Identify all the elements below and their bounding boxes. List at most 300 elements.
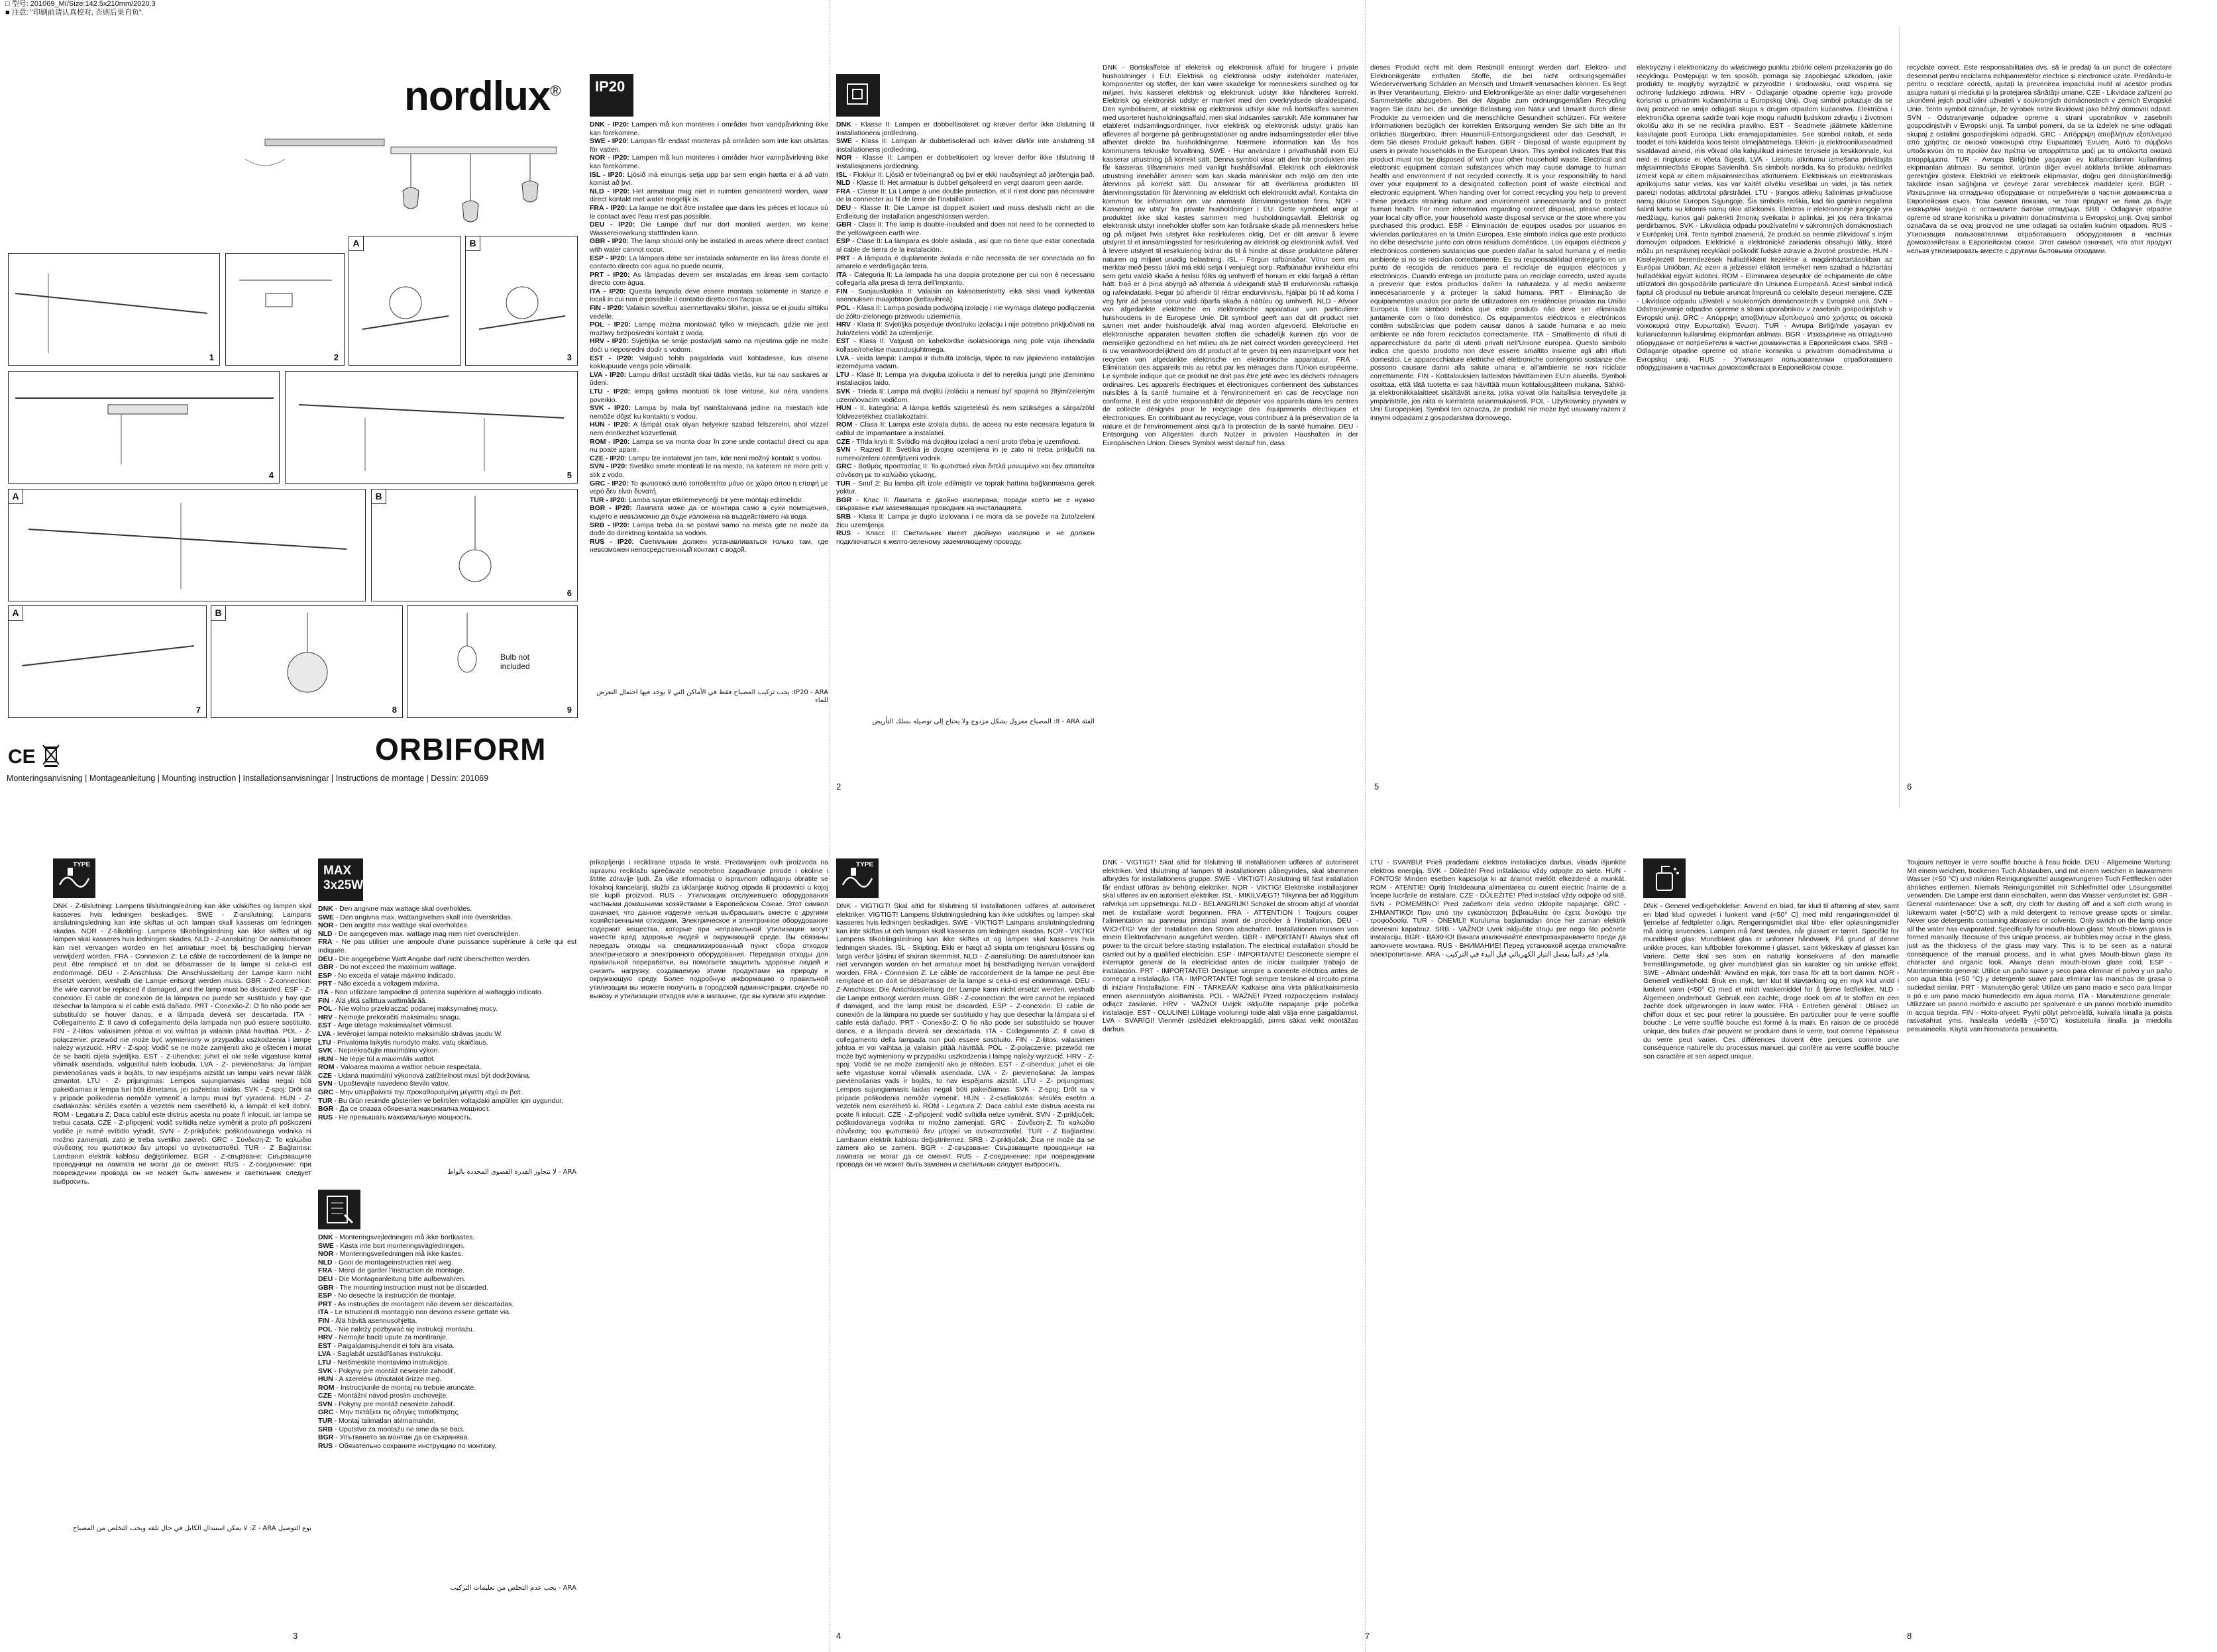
page-number: 4 bbox=[836, 1631, 841, 1641]
ip20-paragraph-body: As lâmpadas devem ser instaladas em áreas sem contacto directo com água. bbox=[590, 270, 828, 287]
ceiling-mount-drawing bbox=[9, 372, 280, 484]
class2-paragraph-lang: POL bbox=[836, 304, 851, 313]
max-paragraph-body: - Ne lépje túl a maximális wattot. bbox=[333, 1055, 435, 1063]
ip20-paragraph bbox=[590, 187, 828, 204]
mounting-paragraph-body: - Упътването за монтаж да се съхранява. bbox=[333, 1433, 470, 1442]
mounting-paragraph-body: - Uputstvo za montažu ne sme da se baci. bbox=[333, 1425, 465, 1433]
ip20-paragraph-body: The lamp should only be installed in areas where direct contact with water cannot occur. bbox=[590, 237, 828, 254]
ip20-paragraph bbox=[590, 480, 828, 496]
fold-line bbox=[1365, 0, 1366, 1652]
plug-cable-icon bbox=[53, 858, 95, 898]
mounting-paragraph bbox=[318, 1250, 576, 1259]
mounting-paragraph-body: - Monteringsvejledningen må ikke bortkastes. bbox=[333, 1233, 475, 1241]
max-paragraph-lang: LVA bbox=[318, 1029, 331, 1038]
class2-paragraph bbox=[836, 304, 1095, 321]
class2-paragraph-body: - Klasse II: Lampen er dobbeltisolert og krever derfor ikke tilslutning til installasjonens jordledning. bbox=[836, 154, 1095, 170]
ip20-paragraph bbox=[590, 271, 828, 287]
ip20-paragraph-body: Лампата може да се монтира само в сухи помещения, където е невъзможно да бъде изложена на въздействието на вода. bbox=[590, 504, 828, 521]
ip20-paragraph-lang: RUS - IP20: bbox=[590, 537, 635, 546]
ip20-paragraph bbox=[590, 171, 828, 187]
ip20-paragraph-body: La lámpara debe ser instalada solamente en las áreas donde el contacto directo con agua no puede ocurrir. bbox=[590, 254, 828, 271]
column-divider bbox=[1899, 26, 1900, 808]
plug-cable-icon bbox=[836, 858, 879, 898]
figure-7b bbox=[211, 605, 403, 718]
max-paragraph bbox=[318, 913, 576, 922]
class2-paragraph-body: - Clasa II: Lampa este izolata dublu, de aceea nu este necesara legatura la cablul de impamantare a instalatiei. bbox=[836, 421, 1095, 437]
ip20-paragraph-lang: POL - IP20: bbox=[590, 321, 631, 329]
max-paragraph-lang: FRA bbox=[318, 938, 333, 947]
mounting-paragraph-lang: SVK bbox=[318, 1367, 333, 1375]
max-wattage-value: 3x25W bbox=[323, 878, 364, 892]
mounting-paragraph bbox=[318, 1442, 576, 1451]
max-paragraph bbox=[318, 997, 576, 1006]
figure-number: 7 bbox=[195, 705, 201, 715]
class2-paragraph-lang: ESP bbox=[836, 237, 851, 246]
max-paragraph-lang: DEU bbox=[318, 955, 333, 963]
max-wattage-text bbox=[318, 905, 576, 1121]
max-paragraph bbox=[318, 1005, 576, 1013]
page-5-col2 bbox=[1370, 64, 1626, 792]
max-paragraph-lang: NLD bbox=[318, 929, 333, 938]
ip20-paragraph-lang: ROM - IP20: bbox=[590, 437, 630, 446]
mounting-paragraph-body: - Monteringsveiledningen må ikke kastes. bbox=[333, 1250, 463, 1259]
class2-paragraph-lang: DNK bbox=[836, 121, 851, 129]
figure-label: B bbox=[466, 236, 480, 251]
class2-paragraph-lang: HUN bbox=[836, 404, 851, 413]
ip20-paragraph bbox=[590, 387, 828, 404]
mounting-paragraph bbox=[318, 1375, 576, 1384]
max-paragraph-lang: ITA bbox=[318, 988, 329, 996]
max-paragraph-body: - Udaná maximální výkonová zatížitelnost musí být dodržována. bbox=[332, 1071, 531, 1080]
max-paragraph-lang: BGR bbox=[318, 1105, 334, 1113]
max-paragraph-body: - Non utilizzare lampadine di potenza superiore al wattaggio indicato. bbox=[329, 988, 543, 996]
max-paragraph-lang: PRT bbox=[318, 980, 332, 988]
ip20-paragraph bbox=[590, 321, 828, 337]
max-paragraph-body: - Ne pas utiliser une ampoule d'une puissance supérieure à celle qui est indiquée. bbox=[318, 938, 576, 955]
class2-paragraph-lang: DEU bbox=[836, 203, 851, 212]
max-paragraph-body: - Не превышать максимальную мощность. bbox=[333, 1113, 472, 1121]
mounting-paragraph bbox=[318, 1325, 576, 1334]
max-paragraph bbox=[318, 955, 576, 964]
ip20-paragraph bbox=[590, 221, 828, 237]
ip20-paragraph-lang: LVA - IP20: bbox=[590, 370, 627, 379]
page-number: 2 bbox=[836, 782, 841, 792]
mounting-paragraph bbox=[318, 1242, 576, 1251]
mounting-paragraph-lang: LVA bbox=[318, 1350, 331, 1359]
mounting-paragraph-lang: BGR bbox=[318, 1433, 334, 1442]
ip20-paragraph-lang: BGR - IP20: bbox=[590, 504, 632, 513]
class2-paragraph bbox=[836, 254, 1095, 271]
mounting-paragraph-body: - Μην πετάξετε τις οδηγίες τοποθέτησης. bbox=[333, 1408, 460, 1417]
mounting-paragraph bbox=[318, 1367, 576, 1376]
page-5-col1 bbox=[1103, 64, 1358, 792]
class2-paragraph bbox=[836, 371, 1095, 387]
max-paragraph bbox=[318, 1105, 576, 1113]
class2-paragraph-lang: GBR bbox=[836, 221, 852, 229]
class2-paragraph bbox=[836, 462, 1095, 479]
class2-paragraph-body: - Suojausluokka II: Valaisin on kaksoiseristetty eikä siksi vaadi kytkentää asennuksen maajohtoon (keltavihreä). bbox=[836, 287, 1095, 304]
figure-6b bbox=[371, 489, 578, 601]
pendant-drawing bbox=[372, 490, 578, 602]
max-paragraph bbox=[318, 938, 576, 955]
mounting-paragraph bbox=[318, 1425, 576, 1434]
ip20-paragraph-body: Lampę można montować tylko w miejscach, gdzie nie jest możliwy bezpośredni kontakt z wodą. bbox=[590, 321, 828, 337]
instructions-badge bbox=[318, 1190, 360, 1229]
class2-paragraph bbox=[836, 321, 1095, 337]
max-paragraph-body: - Den angitte max wattage skal overholdes. bbox=[333, 921, 469, 930]
class2-paragraph bbox=[836, 221, 1095, 237]
class2-paragraph bbox=[836, 171, 1095, 180]
max-paragraph-body: - Älä ylitä sallittua wattimäärää. bbox=[329, 996, 427, 1005]
figure-label: A bbox=[9, 490, 23, 504]
ip20-paragraph bbox=[590, 337, 828, 354]
class2-paragraph bbox=[836, 387, 1095, 404]
brand-name: nordlux bbox=[404, 74, 551, 119]
class2-paragraph bbox=[836, 287, 1095, 304]
max-paragraph bbox=[318, 963, 576, 972]
suspension-drawing bbox=[9, 490, 366, 602]
max-paragraph bbox=[318, 1039, 576, 1047]
max-paragraph-lang: GBR bbox=[318, 963, 334, 972]
mounting-paragraph-body: - Merci de garder l'instruction de montage. bbox=[332, 1266, 464, 1275]
ip20-paragraph-body: Lampa se va monta doar în zone unde contactul direct cu apa nu poate apare. bbox=[590, 437, 828, 454]
max-paragraph-body: - Bu ürün resimde gösterilen ve belirtilen voltajdaki ampüller için uygundur. bbox=[332, 1096, 564, 1105]
ip20-paragraph bbox=[590, 421, 828, 437]
ip20-arabic-text: IP20 - ARA: يجب تركيب المصباح فقط في الأماكن التي لا يوجد فيها احتمال التعرض للماء bbox=[596, 689, 828, 704]
class2-paragraph-body: - Flokkur II: Ljósið er tvöeinangrað og því er ekki nauðsynlegt að jarðtengja það. bbox=[847, 170, 1095, 179]
class2-paragraph bbox=[836, 137, 1095, 154]
type-label: TYPE bbox=[856, 861, 874, 868]
brand-mark: ® bbox=[550, 82, 561, 99]
ip20-paragraph-lang: EST - IP20: bbox=[590, 354, 634, 362]
class2-paragraph-body: - veida lampa: Lampai ir dubultā izolācija, tāpēc tā nav jāpievieno instalācijas iezemējuma vadam. bbox=[836, 354, 1095, 371]
class2-paragraph-lang: SVN bbox=[836, 446, 851, 454]
mounting-paragraph-body: - Nemojte baciti upute za montiranje. bbox=[332, 1333, 448, 1342]
max-paragraph-body: - Die angegebene Watt Angabe darf nicht überschritten werden. bbox=[333, 955, 531, 963]
page-number: 5 bbox=[1374, 782, 1379, 792]
max-paragraph bbox=[318, 1080, 576, 1088]
care-paragraph-2: Toujours nettoyer le verre soufflé bouche à l'eau froide. DEU - Allgemeine Wartung: Mit einem weichen, trockenen Tuch Abstauben, und mit einem weichen in lauwarmem Wasser (<50 °C) und milden Reinigungsmittel ausgewrungenen Tuch Fettflecken oder ähnliches entfernen. Niemals Reinigungsmittel mit Schleifmittel oder Lösungsmittel verwenden. Die Lampe erst dann einschalten, wenn das Wasser verdunstet ist. GBR - General maintenance: Use a soft, dry cloth for dusting off and a soft cloth wrung in lukewarm water (<50°C) with a mild detergent to remove grease spots or similar. Never use detergents containing abrasives or solvents. Only switch on the lamp once all the water has evaporated. Specifically for mouth-blown glass: Mouth-blown glass is formed manually. Because of this unique process, air bubbles may occur in the glass, just as the thickness of the glass may vary. This is to be seen as a natural consequence of the manual process, and is what gives Mouth-blown glass its character and organic look. Always clean mouth-blown glass cold. ESP - Mantenimiento general: Utilice un paño suave y seco para eliminar el polvo y un paño con agua tibia (<50 °C) y detergente suave para eliminar las manchas de grasa o suciedad similar. PRT - Manutenção geral: Utilize um pano macio e seco para limpar o pó e um pano macio humedecido em água morna. ITA - Manutenzione generale: Utilizzare un panno morbido e asciutto per spolverare e un panno morbido inumidito in acqua tiepida. FIN - Hoito-ohjeet: Pyyhi pölyt pehmeällä, kuivalla liinalla ja poista rasvatahrat yms. haalealla vedellä (<50°C) kostutetulla liinalla ja miedolla pesuaineella. Käytä vain hiomatonta pesuainetta. bbox=[1907, 858, 2172, 1033]
class2-paragraph-body: - Trieda II: Lampa má dvojitú izoláciu a nemusí byť spojená so žltým/zeleným uzemňovacím vodičom. bbox=[836, 387, 1095, 404]
ip20-paragraph-body: Lampa treba da se postavi samo na mesta gde ne može da dođe do direktnog kontakta sa vodom. bbox=[590, 521, 828, 538]
mounting-paragraph bbox=[318, 1284, 576, 1292]
mounting-paragraph bbox=[318, 1292, 576, 1300]
figure-3b bbox=[465, 236, 578, 366]
mounting-paragraph-body: - A szerelési útmutatót őrizze meg. bbox=[333, 1375, 442, 1384]
mounting-paragraph-lang: PRT bbox=[318, 1300, 332, 1308]
ip20-paragraph-lang: DEU - IP20: bbox=[590, 221, 635, 229]
ip20-paragraph bbox=[590, 454, 828, 463]
ip20-paragraph-body: Lampa by mala byť nainštalovaná jedine na miestach kde nemôže dôjsť ku kontaktu s vodou. bbox=[590, 404, 828, 421]
class2-paragraph-body: - Klasa II: Svjetiljka posjeduje dvostruku izolaciju i nije potrebno priključivati na žuto/zeleni vodič za uzemljenje. bbox=[836, 321, 1095, 337]
ip20-paragraph-body: A lámpát csak olyan helyekre szabad felszerelni, ahol vízzel nem érintkezhet közvetlenül. bbox=[590, 421, 828, 437]
rail-drawing bbox=[9, 254, 221, 366]
max-paragraph-lang: TUR bbox=[318, 1096, 333, 1105]
mounting-paragraph bbox=[318, 1233, 576, 1242]
ip20-paragraph-lang: TUR - IP20: bbox=[590, 495, 627, 504]
ip20-paragraph-body: Het armatuur mag niet in ruimten gemonteerd worden, waar direct kontakt met water mogelijk is. bbox=[590, 187, 828, 204]
ip20-paragraph-lang: DNK - IP20: bbox=[590, 121, 629, 129]
ip20-paragraph-body: Светильник должен устанавливаться только там, где невозможен непосредственный контакт с водой. bbox=[590, 537, 828, 554]
max-paragraph-lang: DNK bbox=[318, 905, 333, 913]
max-paragraph-body: - Valoarea maxima a wattior nebuie respectata. bbox=[334, 1063, 482, 1072]
ip20-paragraph-lang: HUN - IP20: bbox=[590, 421, 631, 429]
mounting-paragraph-body: - Instrucțiunile de montaj nu trebuie aruncate. bbox=[334, 1383, 476, 1392]
weee-bin-icon bbox=[41, 743, 61, 767]
ip20-text bbox=[590, 121, 828, 554]
weee-text-col1: DNK - Bortskaffelse af elektrisk og elektronisk affald for brugere i private husholdninger i EU: Elektrisk og elektronisk udstyr indeholder materialer, komponenter og stoffer, der kan være skadelige for menneskers sundhed og for miljøet, hvis kasseret elektrisk og elektronisk udstyr ikke håndteres korrekt. Elektrisk og elektronisk udstyr er mærket med den overkrydsede skraldespand. Den symboliserer, at elektrisk og elektronisk udstyr ikke må bortskaffes sammen med usorteret husholdningsaffald, men skal indsamles særskilt. Alle kommuner har etableret indsamlingsordninger, hvor elektrisk og elektronisk udstyr gratis kan afleveres af borgerne på genbrugsstationer og andre indsamlingssteder eller blive afhentet direkte fra husholdningerne. Nærmere information kan fås hos kommunens tekniske forvaltning. SWE - Hur användare i privathushåll inom EU kasserar utrustning på korrekt sätt. Denna symbol visar att den här produkten inte får kasseras tillsammans med vanligt hushållsavfall. Elektrisk och elektronisk utrustning innehåller ämnen som kan skada människor och miljö om den inte återvinns på korrekt sätt. Du ansvarar för att överlämna produkten till återvinningsstation för återvinning av elektriskt och elektroniskt avfall. Kontakta din kommun för information om var närmaste återvinningsstation finns. NOR - Kassering av utstyr fra private husholdninger i EU: Dette symbolet angir at produktet ikke skal kastes sammen med husholdningsavfall. Elektrisk og elektronisk utstyr inneholder stoffer som kan forårsake skade på menneskers helse og på miljøet hvis utstyret ikke resirkuleres riktig. Det er ditt ansvar å levere utstyret til et innsamlingssted for resirkulering av elektrisk og elektronisk avfall. Ved å levere utstyret til resirkulering bidrar du til å hindre at disse produktene påfører naturen og miljøet unødig belastning. ISL - Förgun rafbúnaðar. Vörur sem eru merktar með þessu tákni má ekki setja í venjulegt sorp. Rafbúnaður inniheldur efni sem getu valdið skaða á heilsu fólks og umhverfi ef honum er ekki fargað á réttan hátt. Það er á þína ábyrgð að afhenda á viðeigandi stað til endurvinnslu raftækja og rafeindatæki. Þegar þú afhendir til réttrar endurvinnslu, hjálpar þú til að koma í veg fyrir að þessar vörur valdi óþarfa skaða á náttúru og umhverfi. NLD - Afvoer van afgedankte elektrische en elektronische apparatuur van particuliere huishoudens in de Europese Unie. Dit symbool geeft aan dat dit product niet samen met ander huishoudelijk afval mag worden afgevoerd. Elektrische en elektronische apparaten bevatten stoffen die schadelijk kunnen zijn voor de menselijke gezondheid en het milieu als ze niet correct worden gerecycleerd. Het is uw verantwoordelijkheid om dit product af te geven bij een inzamelpunt voor het recyclen van afgedankte elektrische en elektronische apparatuur. FRA - Élimination des appareils mis au rebut par les ménages dans l'Union européenne. Le symbole indique que ce produit ne doit pas être jeté avec les déchets ménagers ordinaires. Les appareils électriques et électroniques contiennent des substances nuisibles à la santé humaine et à l'environnement en cas de recyclage non conforme. Il est de votre responsabilité de déposer vos appareils dans les centres de collecte désignés pour le recyclage des équipements électriques et électroniques. En contribuant au recyclage, vous contribuez à la préservation de la nature et de l'environnement ainsi qu'à la protection de la santé humaine. DEU - Entsorgung von Altgeräten durch Nutzer in privaten Haushalten in der Europäischen Union. Dieses Symbol weist darauf hin, dass bbox=[1103, 64, 1358, 447]
type-badge bbox=[836, 858, 879, 898]
ip20-paragraph-lang: HRV - IP20: bbox=[590, 337, 629, 346]
ip20-paragraph-lang: GBR - IP20: bbox=[590, 237, 629, 246]
cable-drawing bbox=[286, 372, 578, 484]
class2-paragraph-body: - Klasse II: Het armatuur is dubbel geïsoleerd en vergt daarom geen aarde. bbox=[850, 179, 1084, 187]
ip20-paragraph-lang: FIN - IP20: bbox=[590, 304, 624, 313]
page-number: 6 bbox=[1907, 782, 1912, 792]
mounting-paragraph bbox=[318, 1317, 576, 1325]
rail-drawing bbox=[9, 606, 207, 719]
detail-drawing bbox=[349, 236, 462, 366]
bulb-not-included-note: Bulb not included bbox=[500, 652, 530, 671]
class2-paragraph-lang: ISL bbox=[836, 170, 847, 179]
class2-paragraph bbox=[836, 237, 1095, 254]
max-paragraph-body: - Den angivna max. wattangivelsen skall inte överskridas. bbox=[333, 913, 513, 921]
ip20-paragraph-lang: SRB - IP20: bbox=[590, 521, 629, 529]
mounting-paragraph-lang: SVN bbox=[318, 1400, 333, 1408]
shade-drawing bbox=[211, 606, 404, 719]
ip20-paragraph-lang: ISL - IP20: bbox=[590, 170, 625, 179]
ip20-paragraph-body: Lampen må kun monteres i områder hvor vandpåvirkning ikke kan forekomme. bbox=[590, 121, 828, 137]
page-2 bbox=[590, 74, 828, 803]
max-paragraph bbox=[318, 1047, 576, 1055]
max-paragraph bbox=[318, 1088, 576, 1097]
class2-paragraph-body: - Klass II: Valgusti on kahekordse isolatsiooniga ning pole vaja ühendada kollase/rohelise maandusjuhtmega. bbox=[836, 337, 1095, 354]
ip20-paragraph bbox=[590, 154, 828, 170]
mounting-paragraph-lang: DNK bbox=[318, 1233, 333, 1241]
class2-paragraph-lang: NLD bbox=[836, 179, 851, 187]
max-paragraph-body: - Neprekračujte maximálnu výkon. bbox=[332, 1047, 440, 1055]
mounting-paragraph bbox=[318, 1300, 576, 1309]
ip20-paragraph-body: Ljósið má einungis setja upp þar sem engin hætta er á að vatn komist að því. bbox=[590, 170, 828, 187]
mounting-paragraph-body: - The mounting instruction must not be discarded. bbox=[333, 1283, 488, 1292]
max-paragraph-lang: LTU bbox=[318, 1038, 331, 1047]
page-8-col1 bbox=[1643, 858, 1899, 1614]
class2-badge bbox=[836, 74, 880, 117]
figure-number: 1 bbox=[209, 352, 214, 362]
mounting-paragraph bbox=[318, 1266, 576, 1275]
ip20-paragraph bbox=[590, 304, 828, 321]
instruction-book-icon bbox=[318, 1190, 360, 1229]
ip20-paragraph bbox=[590, 371, 828, 387]
page-7-col1 bbox=[1103, 858, 1358, 1614]
mounting-paragraph-lang: EST bbox=[318, 1341, 332, 1350]
class2-inner-square-icon bbox=[852, 89, 863, 99]
max-paragraph bbox=[318, 980, 576, 988]
mounting-paragraph-body: - Älä hävitä asennusohjetta. bbox=[329, 1316, 417, 1325]
figure-6a bbox=[8, 489, 366, 601]
ip20-paragraph bbox=[590, 137, 828, 154]
ip20-paragraph-lang: ESP - IP20: bbox=[590, 254, 627, 262]
mounting-paragraph-lang: GRC bbox=[318, 1408, 334, 1417]
max-paragraph-body: - Den angivne max wattage skal overholdes. bbox=[333, 905, 472, 913]
page-6-col1 bbox=[1637, 64, 1892, 792]
figure-3a bbox=[349, 236, 461, 366]
p4-type-paragraph: DNK - VIGTIGT! Skal altid for tilslutning til installationen udføres af autoriseret elektriker. VIGTIGT! Lampens tilslutningsledning kan ikke udskiftes og lampen skal kasseres hvis ledningen beskadiges. SWE - VIKTIGT! Lampans anslutningsledning kan inte skiftas ut och lampan skall kasseras om ledningen skadas. NOR - VIKTIG! Lampens tilkoblingsledning kan ikke skiftes ut og lampen skal kasseres hvis ledningen skades. ISL - Skipting: Ekki er hægt að skipta um tengisnúru ljóssins og farga verður ljósinu ef snúran skemmist. NLD - Z-aansluiting: De aansluitsnoer kan niet vervangen worden en het armatuur moet bij beschadiging hiervan verwijderd worden. FRA - Connexion Z: Le câble de raccordement de la lampe ne peut être remplacé et on doit se débarrasser de la lampe si celui-ci est endommagé. DEU - Z-Anschluss: Die Anschlussleitung der Lampe kann nicht ersetzt werden, weshalb die Lampe entsorgt werden muss. GBR - Z-connection: the wire cannot be replaced if damaged, and the lamp must be discarded. ESP - Z-conexión: El cable de conexión de la lámpara no puede ser sustituido y hay que desechar la lámpara si el cable está dañado. PRT - Conexão-Z: O fio não pode ser substituído se houver danos, e a lâmpada deverá ser descartada. ITA - Collegamento Z: Il cavo di collegamento della lampada non può essere sostituito. FIN - Z-liitos: valaisimen johtoa ei voi vaihtaa ja valaisin pitää hävittää. POL - Z-połączenie: przewód nie może być wymieniony w przypadku uszkodzenia i lampę należy wyrzucić. HRV - Z-spoj: Vodič se ne može zamijeniti ako je oštećen. EST - Z-ühendus: juhet ei ole selle vigastuse korral võimalik asendada. LVA - Z- pievienošana: Ja lampas pievienošanas vads ir bojāts, to nav iespējams aizstāt. LTU - Z- prijungimas: Lempos sujungiamasis laidas negali būti pakeičiamas. SVK - Z-spoj: Drôt sa v prípade poškodenia nemôže vymeniť. HUN - Z-csatlakozás: sérülés esetén a vezeték nem cserélhető ki. ROM - Legatura Z: Daca cablul este distrus acesta nu poate fi inlocuit. CZE - Z-připojení: vodič svítidla nelze vyměnit. SVN - Z-priključek: poškodovanega vodnika ni možno zamenjati. GRC - Σύνδεση-Ζ: Το καλώδιο σύνδεσης του φωτιστικού δεν μπορεί να αντικατασταθεί. TUR - Z Bağlantısı: Lambanın elektrik kablosu değiştirilemez. SRB - Z-priključak: Žica ne može da se zameni ako se zameni. BGR - Z-свързване: Свързващите проводници на лампата не могат да се сменят. RUS - Z-соединение: при повреждении провода он не может быть заменен и светильник следует выбросить. bbox=[836, 902, 1095, 1169]
ip20-paragraph-body: Svjetiljka se smije postavljati samo na mjestima gdje ne može doći u neposredni dodir s vodom. bbox=[590, 337, 828, 354]
mounting-paragraph-lang: FRA bbox=[318, 1266, 333, 1275]
max-label: MAX bbox=[323, 864, 352, 878]
mounting-paragraph-lang: NOR bbox=[318, 1250, 334, 1259]
ip20-paragraph bbox=[590, 287, 828, 304]
max-paragraph-lang: NOR bbox=[318, 921, 334, 930]
sheet-header-line1: □ 型号: 201069_MI/Size:142.5x210mm/2020.3 bbox=[5, 0, 156, 8]
mounting-text bbox=[318, 1233, 576, 1450]
mounting-paragraph-body: - Обязательно сохраните инструкцию по монтажу. bbox=[333, 1441, 497, 1450]
ip20-paragraph bbox=[590, 354, 828, 371]
care-text bbox=[1643, 902, 1899, 1060]
class2-paragraph-body: - II. kategória: A lámpa kettős szigetelésű és nem szükséges a sárga/zöld földvezetékhez csatlakoztatni. bbox=[836, 404, 1095, 421]
mounting-paragraph bbox=[318, 1333, 576, 1342]
max-paragraph-lang: HUN bbox=[318, 1055, 333, 1063]
ip20-paragraph bbox=[590, 121, 828, 137]
ip20-paragraph bbox=[590, 237, 828, 254]
hero-illustration bbox=[99, 113, 576, 238]
max-paragraph-body: - Do not exceed the maximum wattage. bbox=[333, 963, 457, 972]
page-number: 7 bbox=[1365, 1631, 1370, 1641]
ip20-paragraph-lang: SWE - IP20: bbox=[590, 137, 629, 146]
mounting-paragraph-body: - Neišmeskite montavimo instrukcijos. bbox=[331, 1358, 450, 1367]
ip20-paragraph-lang: FRA - IP20: bbox=[590, 203, 627, 212]
max-paragraph bbox=[318, 1063, 576, 1072]
max-paragraph-lang: SVK bbox=[318, 1047, 333, 1055]
type-label: TYPE bbox=[73, 861, 91, 868]
ip20-paragraph-lang: ITA - IP20: bbox=[590, 287, 626, 295]
ip20-paragraph-lang: GRC - IP20: bbox=[590, 479, 629, 488]
page-4-col1 bbox=[590, 858, 828, 1256]
max-paragraph-body: - De aangegeven max. wattage mag men niet overschrijden. bbox=[332, 929, 521, 938]
ip20-paragraph-lang: NLD - IP20: bbox=[590, 187, 630, 195]
page-2-class2 bbox=[836, 74, 1095, 763]
figure-number: 8 bbox=[392, 705, 397, 715]
max-paragraph-body: - Nie wolno przekraczać podanej maksymalnej mocy. bbox=[332, 1005, 498, 1013]
max-paragraph bbox=[318, 1072, 576, 1080]
ip20-label: IP20 bbox=[595, 78, 625, 95]
class2-text bbox=[836, 121, 1095, 546]
figure-7a bbox=[8, 605, 207, 718]
mounting-paragraph-lang: LTU bbox=[318, 1358, 331, 1367]
mounting-arabic-text: ARA - يجب عدم التخلص من تعليمات التركيب bbox=[450, 1584, 576, 1592]
mounting-paragraph bbox=[318, 1259, 576, 1267]
figure-number: 9 bbox=[567, 705, 572, 715]
mounting-paragraph-body: - Pokyny pre montáž nesmiete zahodiť. bbox=[332, 1367, 456, 1375]
class2-paragraph-lang: BGR bbox=[836, 495, 852, 504]
max-paragraph bbox=[318, 1097, 576, 1106]
ip20-paragraph bbox=[590, 462, 828, 479]
class2-paragraph-lang: FIN bbox=[836, 287, 847, 295]
ip20-paragraph bbox=[590, 521, 828, 538]
class2-paragraph-body: - Klasa II: Lampa posiada podwójną izolację i nie wymaga dlatego podłączenia do żółto-zielonego przewodu uziemienia. bbox=[836, 304, 1095, 321]
page-7-col2 bbox=[1370, 858, 1626, 1614]
type-z-paragraph: DNK - Z-tilslutning: Lampens tilslutningsledning kan ikke udskiftes og lampen skal kasseres hvis ledningen beskadiges. SWE - Z-anslutning: Lampans anslutningsledning kan inte skiftas ut och lampan skall kasseras om ledningen skadas. NOR - Z-tilkobling: Lampens tilkoblingsledning kan ikke skiftes ut og lampen skal kasseres hvis ledningen skades. NLD - Z-aansluiting: De aansluitsnoer kan niet vervangen worden en het armatuur moet bij beschadiging hiervan verwijderd worden. FRA - Connexion Z: Le câble de raccordement de la lampe ne peut être remplacé et on doit se débarrasser de la lampe si celui-ci est endommagé. DEU - Z-Anschluss: Die Anschlussleitung der Lampe kann nicht ersetzt werden, weshalb die Lampe entsorgt werden muss. GBR - Z-connection: the wire cannot be replaced if damaged, and the lamp must be discarded. ESP - Z-conexión: El cable de conexión de la lámpara no puede ser sustituido y hay que desechar la lámpara si el cable está dañado. PRT - Conexão-Z: O fio não pode ser substituído se houver danos, e a lâmpada deverá ser descartada. ITA - Collegamento Z: Il cavo di collegamento della lampada non può essere sostituito. FIN - Z-liitos: valaisimen johtoa ei voi vaihtaa ja valaisin pitää hävittää. POL - Z-połączenie: przewód nie może być wymieniony w przypadku uszkodzenia i lampę należy wyrzucić. HRV - Z-spoj: Vodič se ne može zamijeniti ako je oštećen i morat će se baciti cijela svjetiljka. EST - Z-ühendus: juhet ei ole selle vigastuse korral võimalik asendada, valgustitul tuleb loobuda. LVA - Z- pievienošana: Ja lampas pievienošanas vads ir bojāts, to nav iespējams aizstāt un lampu vairs nevar tālāk izmantot. LTU - Z- prijungimas: Lempos sujungiamasis laidas negali būti pakeičiamas ir lempa turi būti išmetama, jei pažeistas laidas. SVK - Z-spoj: Drôt sa v prípade poškodenia nemôže vymeniť a lampu musí byť vyradená. HUN - Z-csatlakozás: sérülés esetén a vezeték nem cserélhető ki, a lámpát el kell dobni. ROM - Legatura Z: Daca cablul este distrus acesta nu poate fi inlocuit, iar lampa se trebui casata. CZE - Z-připojení: vodič svítidla nelze vyměnit a proto při poškození vodiče je nutné svítidlo vyřadit. SVN - Z-priključek: poškodovanega vodnika ni možno zamenjati, zato je treba svetilko zavreči. GRC - Σύνδεση-Ζ: Το καλώδιο σύνδεσης του φωτιστικού δεν μπορεί να αντικατασταθεί. TUR - Z Bağlantısı: Lambanın elektrik kablosu değiştirilemez. BGR - Z-свързване: Свързващите проводници на лампата не могат да се сменят. RUS - Z-соединение: при повреждении провода он не может быть заменен и светильник следует выбросить. bbox=[53, 902, 311, 1186]
figure-label: B bbox=[372, 490, 386, 504]
ip20-paragraph-body: Die Lampe darf nur dort montiert werden, wo keine Wassereinwirkung stattfinden kann. bbox=[590, 221, 828, 237]
mounting-paragraph bbox=[318, 1392, 576, 1400]
max-paragraph bbox=[318, 1030, 576, 1039]
class2-paragraph-lang: LVA bbox=[836, 354, 849, 362]
class2-paragraph-body: - Třída kryti II: Svítidlo má dvojitou izolaci a není proto třeba je uzemňovat. bbox=[850, 437, 1081, 446]
max-paragraph-lang: GRC bbox=[318, 1088, 334, 1097]
class2-paragraph-body: - Klass II: Lampan är dubbelisolerad och kräver därför inte anslutning till installationens jordledning. bbox=[836, 137, 1095, 154]
figure-label: A bbox=[9, 606, 23, 621]
max-paragraph bbox=[318, 1021, 576, 1030]
page-6-col2 bbox=[1907, 64, 2172, 792]
ip20-paragraph-body: La lampe ne doit être installée que dans les pièces et locaux où le contact avec l'eau n'est pas possible. bbox=[590, 203, 828, 221]
mounting-paragraph-lang: HRV bbox=[318, 1333, 333, 1342]
figure-number: 5 bbox=[567, 470, 572, 480]
max-paragraph-lang: HRV bbox=[318, 1013, 333, 1021]
class2-paragraph bbox=[836, 204, 1095, 221]
ip20-paragraph-lang: PRT - IP20: bbox=[590, 270, 630, 279]
ip20-paragraph bbox=[590, 504, 828, 521]
mounting-paragraph-lang: SWE bbox=[318, 1241, 334, 1250]
class2-paragraph-body: - Klasa II: Lampa je duplo izolovana i ne mora da se poveže na žuto/zeleni žicu uzemljenja. bbox=[836, 512, 1095, 529]
max-paragraph-lang: EST bbox=[318, 1021, 332, 1030]
mounting-paragraph-lang: CZE bbox=[318, 1392, 332, 1400]
max-paragraph bbox=[318, 972, 576, 980]
class2-paragraph-lang: ITA bbox=[836, 270, 847, 279]
ip20-paragraph-body: Svetilko smete montirati le na mesto, na katerem ne more priti v stik z vodo. bbox=[590, 462, 828, 479]
mounting-paragraph-lang: HUN bbox=[318, 1375, 333, 1384]
figure-label: B bbox=[211, 606, 226, 621]
figure-number: 6 bbox=[567, 588, 572, 598]
mounting-paragraph-body: - Kasta inte bort monteringsvägledningen. bbox=[333, 1241, 465, 1250]
mounting-paragraph bbox=[318, 1308, 576, 1317]
bracket-drawing bbox=[226, 254, 345, 366]
max-paragraph-lang: ESP bbox=[318, 971, 333, 980]
mounting-paragraph-lang: ROM bbox=[318, 1383, 335, 1392]
class2-paragraph bbox=[836, 354, 1095, 371]
figure-5 bbox=[285, 371, 578, 484]
type-z-arabic-text: نوع التوصيل Z - ARA: لا يمكن استبدال الكابل في حال تلفه ويجب التخلص من المصباح bbox=[72, 1525, 311, 1532]
class2-paragraph-lang: SVK bbox=[836, 387, 851, 395]
page-3-col1 bbox=[53, 858, 311, 1547]
mounting-paragraph-body: - Die Montageanleitung bitte aufbewahren. bbox=[333, 1274, 466, 1283]
max-paragraph-lang: RUS bbox=[318, 1113, 333, 1121]
max-paragraph-body: - Privaloma laikytis nurodyto maks. vatų skaičiaus. bbox=[331, 1038, 488, 1047]
mounting-paragraph-body: - Gooi de montageinstructies niet weg. bbox=[332, 1258, 453, 1266]
class2-paragraph-body: - Βαθμός προστασίας ΙΙ: Το φωτιστικό είναι διπλά μονωμένο και δεν απαιτείται σύνδεση με το καλώδιο γείωσης. bbox=[836, 462, 1095, 479]
cleaning-icon bbox=[1643, 858, 1686, 898]
ip20-paragraph-lang: NOR - IP20: bbox=[590, 154, 629, 162]
ip20-paragraph-lang: LTU - IP20: bbox=[590, 387, 630, 395]
mounting-paragraph-body: - Le istruzioni di montaggio non devono essere gettate via. bbox=[329, 1308, 512, 1317]
p4-type-text bbox=[836, 902, 1095, 1169]
ip20-paragraph-body: Lampen må kun monteres i områder hvor vannpåvirkning ikke kan forekomme. bbox=[590, 154, 828, 170]
ip20-paragraph bbox=[590, 204, 828, 221]
figure-4 bbox=[8, 371, 280, 484]
class2-paragraph-lang: HRV bbox=[836, 321, 851, 329]
class2-paragraph-body: - Class II: The lamp is double-insulated and does not need to be connected to the yellow/green earth wire. bbox=[836, 221, 1095, 237]
max-paragraph-lang: ROM bbox=[318, 1063, 335, 1072]
class2-paragraph bbox=[836, 187, 1095, 204]
class2-paragraph bbox=[836, 480, 1095, 496]
mounting-paragraph-body: - Pokyny pre montáž nesmiete zahodiť. bbox=[332, 1400, 456, 1408]
class2-paragraph-lang: SWE bbox=[836, 137, 852, 146]
mounting-paragraph-body: - Paigaldamisjuhendit ei tohi ära visata. bbox=[331, 1341, 455, 1350]
mounting-paragraph bbox=[318, 1433, 576, 1442]
class2-paragraph bbox=[836, 154, 1095, 170]
max-paragraph-body: - Ärge ületage maksimaalset võimsust. bbox=[331, 1021, 453, 1030]
